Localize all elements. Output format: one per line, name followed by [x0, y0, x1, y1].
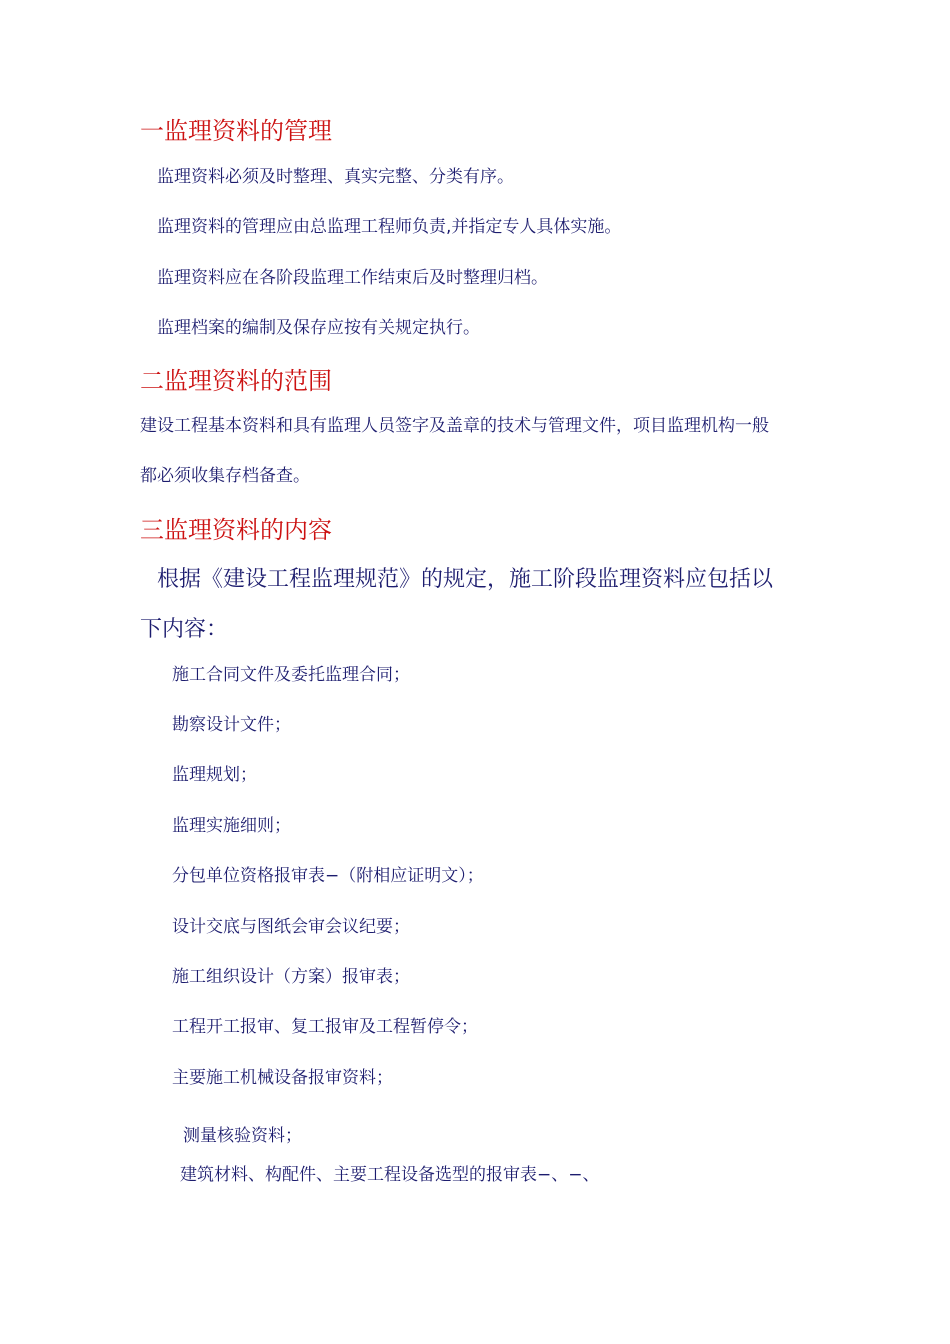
list-item: 建筑材料、构配件、主要工程设备选型的报审表−、−、: [180, 1165, 600, 1185]
paragraph: 监理档案的编制及保存应按有关规定执行。: [157, 318, 480, 338]
section-heading-contents: 三监理资料的内容: [140, 516, 332, 544]
list-item: 主要施工机械设备报审资料；: [172, 1068, 393, 1088]
paragraph-line: 都必须收集存档备查。: [140, 466, 310, 486]
section-heading-management: 一监理资料的管理: [140, 117, 332, 145]
paragraph-line: 建设工程基本资料和具有监理人员签字及盖章的技术与管理文件，项目监理机构一般: [140, 416, 769, 436]
intro-line: 下内容：: [140, 617, 229, 642]
list-item: 监理规划；: [172, 765, 257, 785]
paragraph: 监理资料的管理应由总监理工程师负责,并指定专人具体实施。: [157, 217, 622, 237]
list-item: 分包单位资格报审表−（附相应证明文）；: [172, 866, 484, 886]
list-item: 设计交底与图纸会审会议纪要；: [172, 917, 410, 937]
list-item: 监理实施细则；: [172, 816, 291, 836]
section-heading-scope: 二监理资料的范围: [140, 367, 332, 395]
paragraph: 监理资料必须及时整理、真实完整、分类有序。: [157, 167, 514, 187]
list-item: 勘察设计文件；: [172, 715, 291, 735]
list-item: 施工组织设计（方案）报审表；: [172, 967, 410, 987]
list-item: 测量核验资料；: [183, 1126, 302, 1146]
list-item: 工程开工报审、复工报审及工程暂停令；: [172, 1017, 478, 1037]
list-item: 施工合同文件及委托监理合同；: [172, 665, 410, 685]
intro-line: 根据《建设工程监理规范》的规定，施工阶段监理资料应包括以: [157, 567, 774, 592]
paragraph: 监理资料应在各阶段监理工作结束后及时整理归档。: [157, 268, 548, 288]
